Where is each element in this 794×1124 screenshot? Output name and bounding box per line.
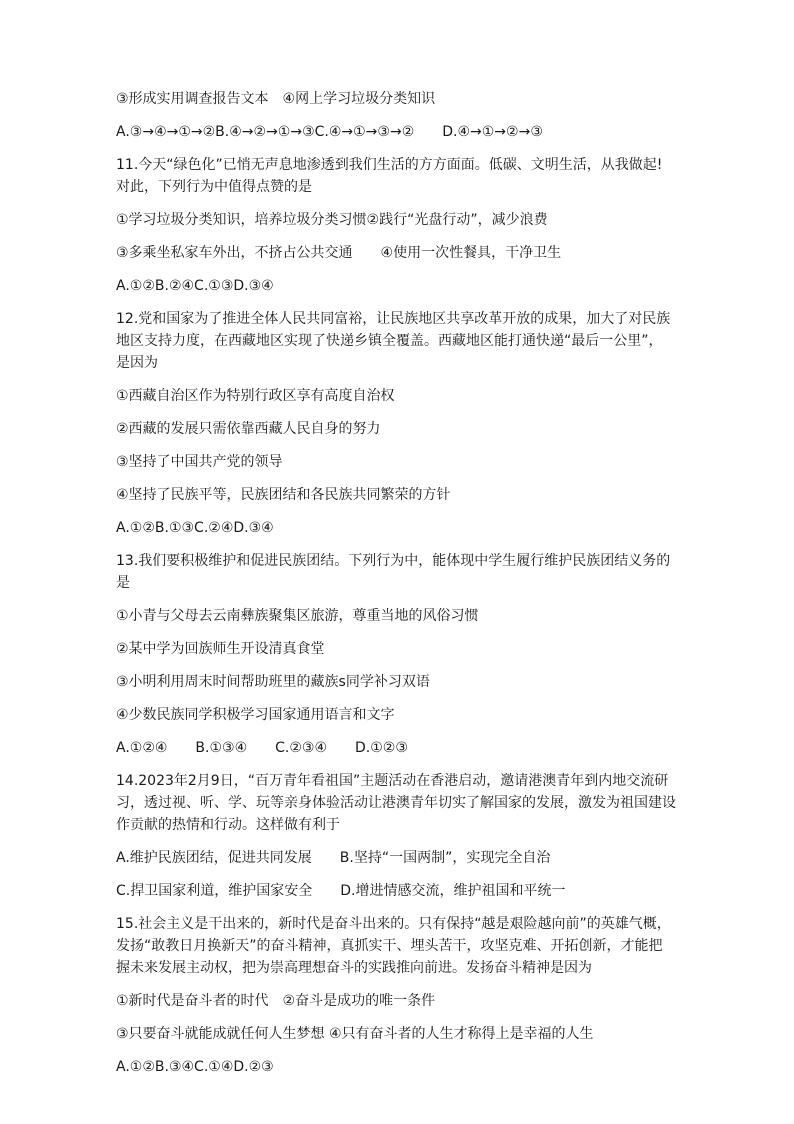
answer-choices: A.①②B.③④C.①④D.②③ [116, 1059, 274, 1075]
option-line: ①新时代是奋斗者的时代 ②奋斗是成功的唯一条件 [116, 993, 436, 1009]
answer-choices: C.捍卫国家利道，维护国家安全 D.增进情感交流，维护祖国和平统一 [116, 883, 566, 899]
question-13-stem: 13.我们要积极维护和促进民族团结。下列行为中，能体现中学生履行维护民族团结义务的是 [116, 553, 671, 591]
option-line: ①西藏自治区作为特别行政区享有高度自治权 [116, 388, 395, 404]
answer-choices: A.维护民族团结，促进共同发展 B.坚持“一国两制”，实现完全自治 [116, 850, 551, 866]
document-page [116, 88, 676, 1078]
option-line: ③坚持了中国共产党的领导 [116, 454, 283, 470]
question-12-stem: 12.党和国家为了推进全体人民共同富裕，让民族地区共享改革开放的成果，加大了对民族地区支持力度，在西藏地区实现了快递乡镇全覆盖。西藏地区能打通快递“最后一公里”，是因为 [116, 311, 671, 371]
option-line: ④少数民族同学积极学习国家通用语言和文字 [116, 707, 395, 723]
option-line: ③多乘坐私家车外出，不挤占公共交通 ④使用一次性餐具，干净卫生 [116, 245, 562, 261]
option-line: ②西藏的发展只需依靠西藏人民自身的努力 [116, 421, 381, 437]
option-line: ①学习垃圾分类知识，培养垃圾分类习惯②践行“光盘行动”，减少浪费 [116, 212, 548, 228]
option-line: ②某中学为回族师生开设清真食堂 [116, 641, 325, 657]
option-line: ④坚持了民族平等，民族团结和各民族共同繁荣的方针 [116, 487, 451, 503]
answer-choices: A.③→④→①→②B.④→②→①→③C.④→①→③→② D.④→①→②→③ [116, 124, 543, 140]
option-line: ③只要奋斗就能成就任何人生梦想 ④只有奋斗者的人生才称得上是幸福的人生 [116, 1026, 594, 1042]
option-line: ①小青与父母去云南彝族聚集区旅游，尊重当地的风俗习惯 [116, 608, 479, 624]
answer-choices: A.①②④ B.①③④ C.②③④ D.①②③ [116, 740, 408, 756]
question-11-stem: 11.今天“绿色化”已悄无声息地渗透到我们生活的方方面面。低碳、文明生活，从我做起!对此，下列行为中值得点赞的是 [116, 157, 663, 195]
answer-choices: A.①②B.②④C.①③D.③④ [116, 278, 274, 294]
option-line: ③形成实用调查报告文本 ④网上学习垃圾分类知识 [116, 91, 436, 107]
question-14-stem: 14.2023年2月9日，“百万青年看祖国”主题活动在香港启动，邀请港澳青年到内地交流研习，透过视、听、学、玩等亲身体验活动让港澳青年切实了解国家的发展，激发为祖国建设作贡献的热情和行动。这样做有利于 [116, 773, 676, 833]
question-15-stem: 15.社会主义是干出来的，新时代是奋斗出来的。只有保持“越是艰险越向前”的英雄气概，发扬“敢教日月换新天”的奋斗精神，真抓实干、埋头苦干，攻坚克难、开拓创新，才能把握未来发展主动权，把为崇高理想奋斗的实践推向前进。发扬奋斗精神是因为 [116, 916, 671, 976]
answer-choices: A.①②B.①③C.②④D.③④ [116, 520, 274, 536]
option-line: ③小明利用周末时间帮助班里的藏族s同学补习双语 [116, 674, 430, 690]
